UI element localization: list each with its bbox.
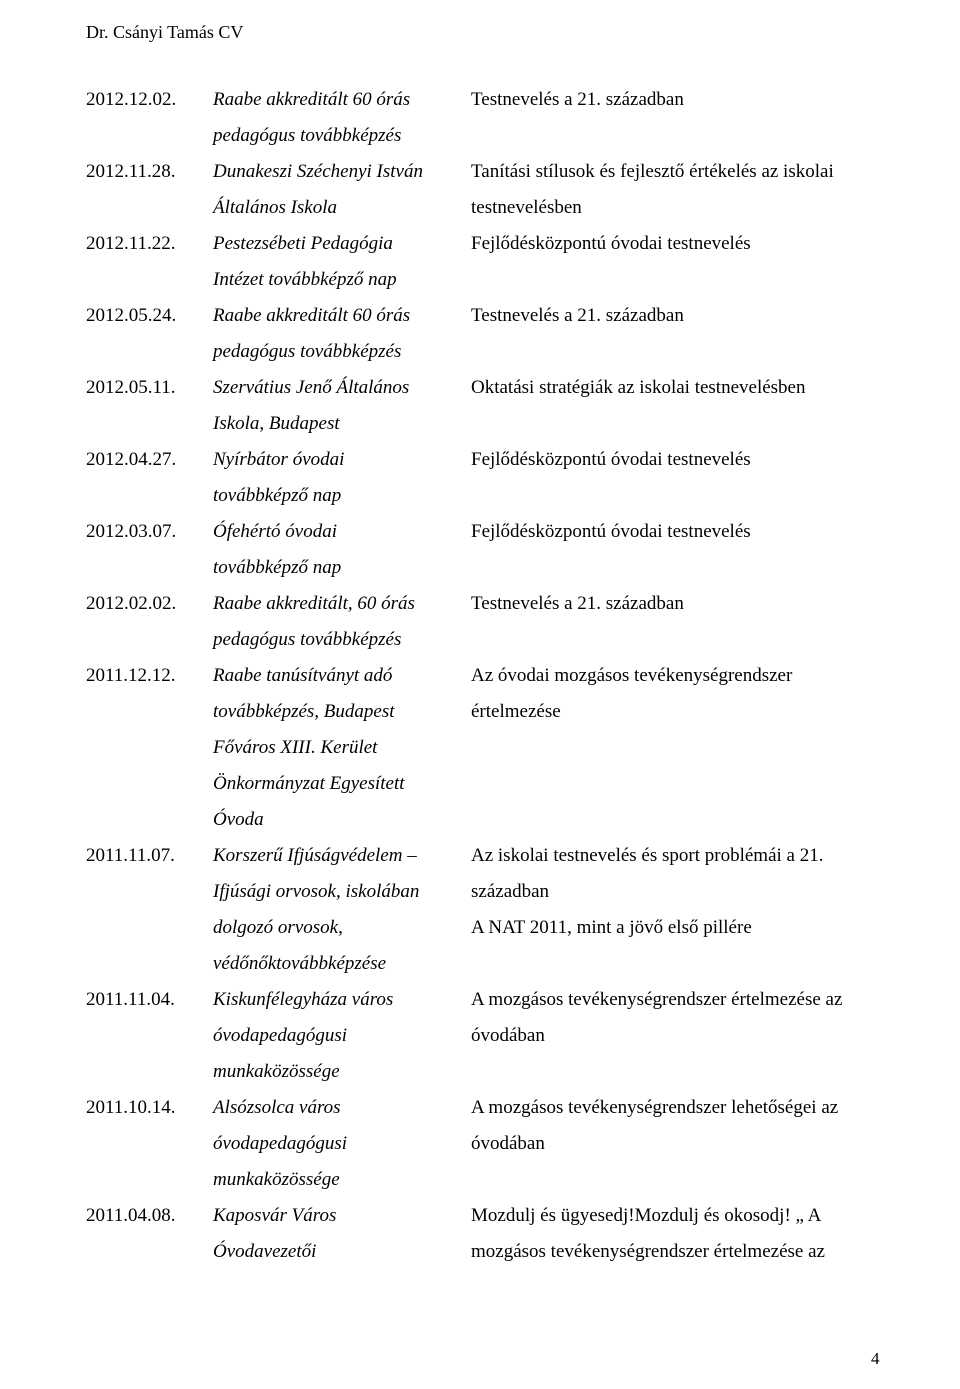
venue-line: Nyírbátor óvodai	[213, 449, 345, 470]
entry-date: 2012.05.11.	[86, 377, 176, 398]
entry-venue	[213, 298, 471, 370]
topic-line: Tanítási stílusok és fejlesztő értékelés az iskolai	[471, 161, 834, 182]
entry-topic	[471, 226, 901, 262]
entry-date: 2011.04.08.	[86, 1205, 176, 1226]
entry-venue	[213, 1090, 471, 1198]
venue-line: munkaközössége	[213, 1061, 340, 1082]
venue-line: pedagógus továbbképzés	[213, 629, 402, 650]
venue-line: Önkormányzat Egyesített	[213, 773, 405, 794]
entry-venue	[213, 982, 471, 1090]
venue-line: Iskola, Budapest	[213, 413, 340, 434]
topic-line: A mozgásos tevékenységrendszer értelmezése az	[471, 989, 843, 1010]
entry-date: 2012.03.07.	[86, 521, 177, 542]
entry-venue	[213, 226, 471, 298]
topic-line: A mozgásos tevékenységrendszer lehetőségei az	[471, 1097, 839, 1118]
venue-line: Pestezsébeti Pedagógia	[213, 233, 393, 254]
venue-line: dolgozó orvosok,	[213, 917, 343, 938]
venue-line: továbbképző nap	[213, 485, 342, 506]
venue-line: Raabe akkreditált, 60 órás	[213, 593, 415, 614]
entry-venue	[213, 154, 471, 226]
entry-topic	[471, 658, 901, 730]
document-header: Dr. Csányi Tamás CV	[86, 22, 244, 42]
venue-line: Óvodavezetői	[213, 1241, 317, 1262]
topic-line: Az óvodai mozgásos tevékenységrendszer	[471, 665, 793, 686]
entry-topic	[471, 298, 901, 334]
topic-line: Oktatási stratégiák az iskolai testnevelésben	[471, 377, 806, 398]
venue-line: Alsózsolca város	[213, 1097, 341, 1118]
entry-date: 2012.11.22.	[86, 233, 176, 254]
presentation-entry	[86, 82, 906, 154]
entry-venue	[213, 658, 471, 838]
venue-line: továbbképző nap	[213, 557, 342, 578]
entry-topic	[471, 982, 901, 1054]
topic-line: Fejlődésközpontú óvodai testnevelés	[471, 449, 751, 470]
entry-venue	[213, 82, 471, 154]
venue-line: Raabe tanúsítványt adó	[213, 665, 393, 686]
venue-line: Raabe akkreditált 60 órás	[213, 89, 411, 110]
presentation-entry	[86, 658, 906, 838]
venue-line: Kiskunfélegyháza város	[213, 989, 394, 1010]
topic-line: testnevelésben	[471, 197, 582, 218]
venue-line: Óvoda	[213, 809, 264, 830]
page-number: 4	[871, 1349, 880, 1368]
venue-line: Kaposvár Város	[213, 1205, 337, 1226]
entry-topic	[471, 370, 901, 406]
entry-date: 2011.11.04.	[86, 989, 175, 1010]
entry-venue	[213, 1198, 471, 1270]
topic-line: óvodában	[471, 1133, 545, 1154]
entry-date: 2012.02.02.	[86, 593, 177, 614]
venue-line: Ófehértó óvodai	[213, 521, 338, 542]
entry-topic	[471, 1198, 901, 1270]
entry-topic	[471, 154, 901, 226]
presentation-entry	[86, 1198, 906, 1270]
topic-line: Fejlődésközpontú óvodai testnevelés	[471, 233, 751, 254]
venue-line: Általános Iskola	[213, 197, 338, 218]
venue-line: pedagógus továbbképzés	[213, 125, 402, 146]
topic-line: Fejlődésközpontú óvodai testnevelés	[471, 521, 751, 542]
entry-date: 2012.11.28.	[86, 161, 176, 182]
presentation-entry	[86, 298, 906, 370]
topic-line: mozgásos tevékenységrendszer értelmezése az	[471, 1241, 825, 1262]
entry-date: 2012.05.24.	[86, 305, 177, 326]
entry-topic	[471, 1090, 901, 1162]
entry-date: 2012.04.27.	[86, 449, 177, 470]
presentation-entry	[86, 154, 906, 226]
venue-line: Korszerű Ifjúságvédelem –	[213, 845, 417, 866]
presentation-entry	[86, 838, 906, 982]
entry-venue	[213, 586, 471, 658]
venue-line: óvodapedagógusi	[213, 1025, 348, 1046]
presentation-entry	[86, 226, 906, 298]
entry-date: 2011.10.14.	[86, 1097, 176, 1118]
venue-line: Intézet továbbképző nap	[213, 269, 397, 290]
venue-line: védőnőktovábbképzése	[213, 953, 387, 974]
presentation-entry	[86, 1090, 906, 1198]
venue-line: óvodapedagógusi	[213, 1133, 348, 1154]
topic-line: Mozdulj és ügyesedj!Mozdulj és okosodj! „ A	[471, 1205, 822, 1226]
presentation-list	[86, 82, 906, 1270]
entry-date: 2012.12.02.	[86, 89, 177, 110]
presentation-entry	[86, 370, 906, 442]
topic-line: században	[471, 881, 550, 902]
entry-venue	[213, 514, 471, 586]
venue-line: munkaközössége	[213, 1169, 340, 1190]
presentation-entry	[86, 982, 906, 1090]
entry-date: 2011.11.07.	[86, 845, 175, 866]
venue-line: Dunakeszi Széchenyi István	[213, 161, 423, 182]
entry-topic	[471, 586, 901, 622]
venue-line: továbbképzés, Budapest	[213, 701, 395, 722]
topic-line: Az iskolai testnevelés és sport problémái a 21.	[471, 845, 824, 866]
entry-venue	[213, 442, 471, 514]
topic-line: Testnevelés a 21. században	[471, 593, 684, 614]
topic-line: óvodában	[471, 1025, 545, 1046]
venue-line: Ifjúsági orvosok, iskolában	[213, 881, 420, 902]
entry-venue	[213, 370, 471, 442]
topic-line: Testnevelés a 21. században	[471, 89, 684, 110]
venue-line: Raabe akkreditált 60 órás	[213, 305, 411, 326]
topic-line: értelmezése	[471, 701, 561, 722]
presentation-entry	[86, 442, 906, 514]
presentation-entry	[86, 514, 906, 586]
topic-line: A NAT 2011, mint a jövő első pillére	[471, 917, 752, 938]
entry-topic	[471, 514, 901, 550]
entry-topic	[471, 442, 901, 478]
venue-line: pedagógus továbbképzés	[213, 341, 402, 362]
entry-topic	[471, 82, 901, 118]
entry-topic	[471, 838, 901, 946]
presentation-entry	[86, 586, 906, 658]
entry-venue	[213, 838, 471, 982]
venue-line: Szervátius Jenő Általános	[213, 377, 410, 398]
topic-line: Testnevelés a 21. században	[471, 305, 684, 326]
entry-date: 2011.12.12.	[86, 665, 176, 686]
venue-line: Főváros XIII. Kerület	[213, 737, 378, 758]
